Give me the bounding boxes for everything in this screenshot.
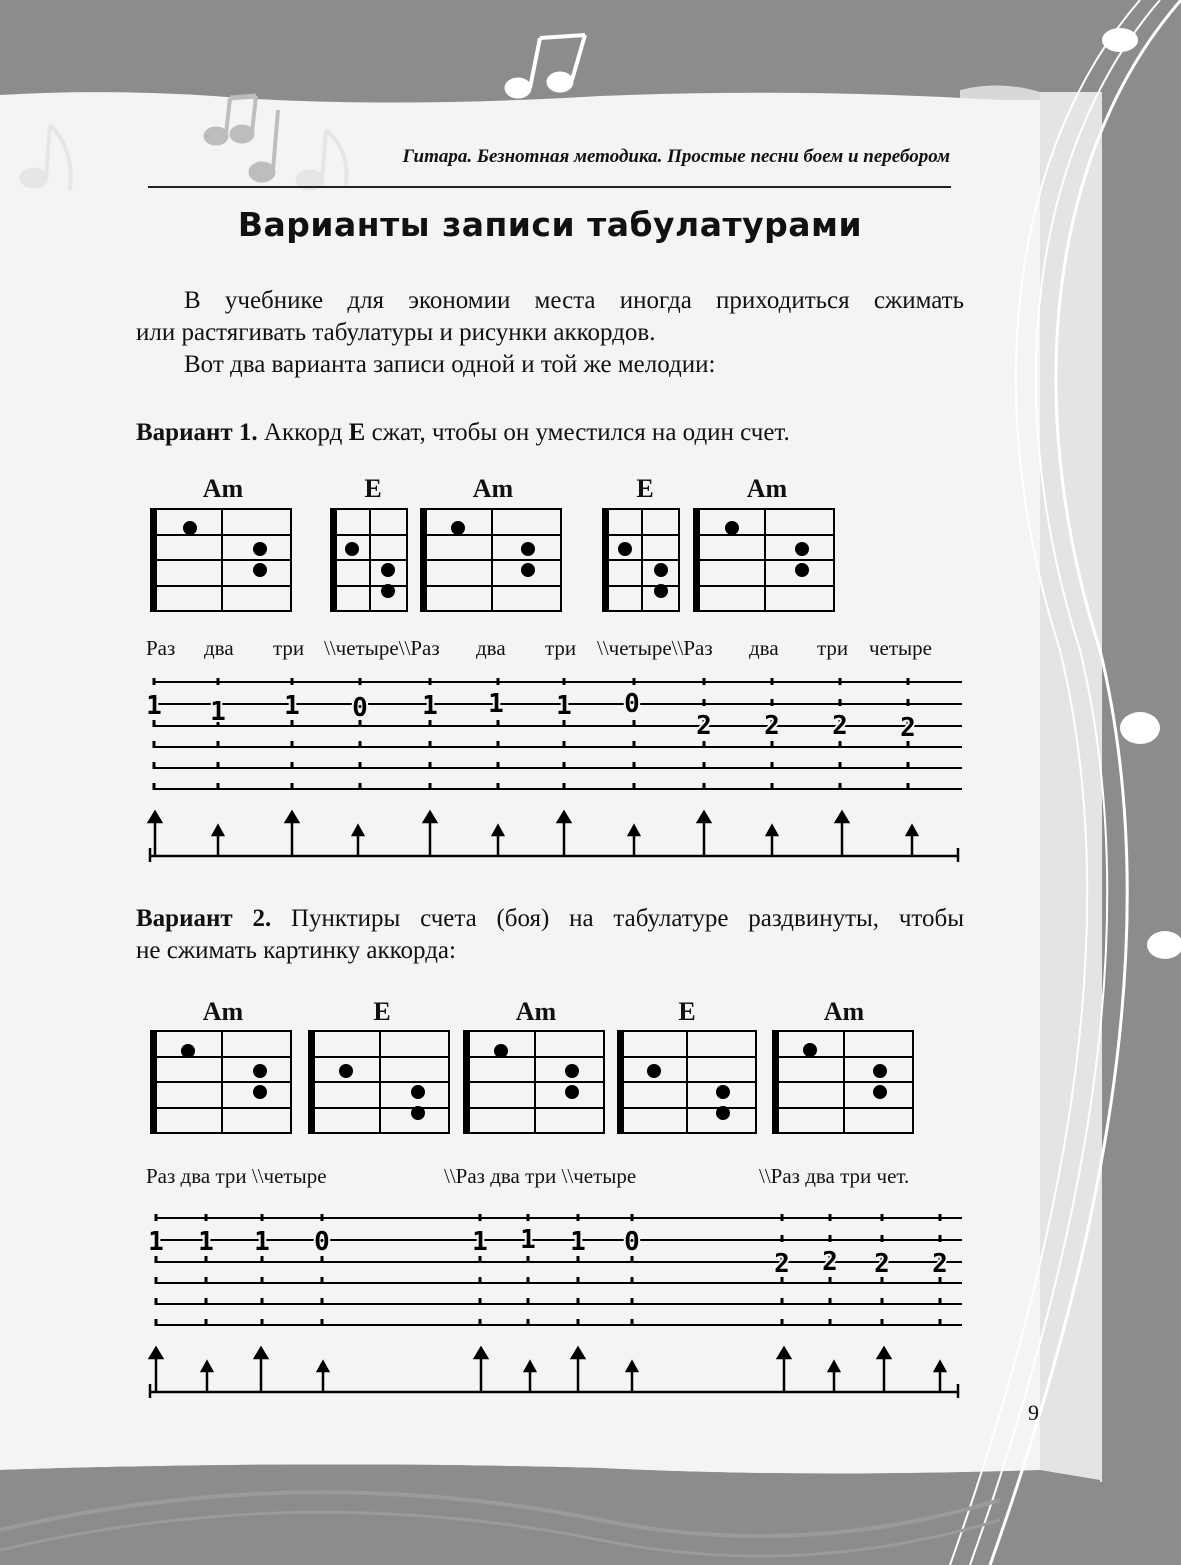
intro-line-2: или растягивать табулатуры и рисунки аккордов.: [136, 319, 656, 346]
tab-number: 1: [488, 689, 504, 719]
variant1-caption: [136, 417, 790, 449]
v2-count: \\Раз два три чет.: [759, 1164, 910, 1188]
tab-number: 0: [314, 1227, 330, 1257]
header-title: Гитара. Безнотная методика. Простые песни боем и перебором: [402, 146, 950, 167]
v2-count: Раз два три \\четыре: [146, 1164, 327, 1188]
tab-number: 1: [520, 1225, 536, 1255]
tab-number: 2: [874, 1249, 890, 1279]
variant2-caption-line1: [136, 903, 964, 935]
variant1-text-a: Аккорд: [257, 419, 349, 446]
v1-count: \\четыре\\Раз: [324, 636, 440, 660]
v1-count: три: [273, 636, 305, 660]
v1-chord-name: E: [364, 474, 382, 503]
variant1-chord-bold: E: [348, 419, 366, 446]
v1-count: два: [476, 636, 506, 660]
chord-diagram-e: [602, 508, 680, 612]
v2-chord-name: E: [678, 997, 696, 1026]
v1-count: три: [545, 636, 577, 660]
tab-number: 2: [900, 713, 916, 743]
v1-count: два: [204, 636, 234, 660]
chord-diagram-am: [150, 1030, 292, 1134]
variant2-caption-line2: не сжимать картинку аккорда:: [136, 937, 456, 964]
intro-line-1: В учебнике для экономии места иногда приходиться сжимать: [184, 287, 964, 314]
header-divider: [148, 186, 951, 188]
chord-diagram-e: [617, 1030, 757, 1134]
tab-number: 2: [764, 711, 780, 741]
page-number: 9: [1028, 1400, 1039, 1425]
v1-chord-name: E: [636, 474, 654, 503]
chord-diagram-am: [772, 1030, 914, 1134]
variant1-text-b: сжат, чтобы он уместился на один счет.: [365, 419, 790, 446]
chord-diagram-am: [150, 508, 292, 612]
variant2-label: Вариант 2.: [136, 905, 272, 932]
v1-count: \\четыре\\Раз: [597, 636, 713, 660]
v2-chord-name: Am: [515, 997, 557, 1026]
chord-diagram-am: [693, 508, 835, 612]
variant2-chord-diagrams: [140, 1022, 930, 1142]
v1-chord-name: Am: [202, 474, 244, 503]
intro-line-3: Вот два варианта записи одной и той же мелодии:: [184, 351, 716, 378]
v1-count: три: [817, 636, 849, 660]
tab-number: 1: [422, 691, 438, 721]
v1-chord-name: Am: [746, 474, 788, 503]
v1-count: два: [749, 636, 779, 660]
tab-number: 1: [570, 1227, 586, 1257]
tab-number: 2: [822, 1247, 838, 1277]
tab-number: 1: [254, 1227, 270, 1257]
tab-number: 0: [624, 1227, 640, 1257]
tab-number: 2: [932, 1249, 948, 1279]
chord-diagram-e: [308, 1030, 450, 1134]
v1-chord-name: Am: [472, 474, 514, 503]
tab-number: 1: [148, 1227, 164, 1257]
chord-diagram-e: [330, 508, 408, 612]
tab-number: 1: [556, 691, 572, 721]
tab-number: 1: [472, 1227, 488, 1257]
v2-chord-name: Am: [202, 997, 244, 1026]
v2-chord-name: Am: [823, 997, 865, 1026]
tab-number: 0: [624, 689, 640, 719]
variant2-text-line1: Пунктиры счета (боя) на табулатуре раздвинуты, чтобы: [271, 905, 964, 932]
tab-number: 2: [832, 711, 848, 741]
v2-count: \\Раз два три \\четыре: [444, 1164, 637, 1188]
variant1-chord-diagrams: [140, 500, 860, 620]
tab-number: 0: [352, 693, 368, 723]
v1-count: Раз: [146, 636, 176, 660]
v2-chord-name: E: [373, 997, 391, 1026]
chord-diagram-am: [463, 1030, 605, 1134]
variant2-tablature: [140, 1208, 970, 1408]
page-title: Варианты записи табулатурами: [237, 205, 863, 244]
variant1-tablature: [140, 672, 970, 872]
tab-number: 1: [284, 691, 300, 721]
chord-diagram-am: [420, 508, 562, 612]
variant1-label: Вариант 1.: [136, 419, 258, 446]
tab-number: 1: [198, 1227, 214, 1257]
tab-number: 1: [146, 691, 162, 721]
tab-number: 1: [210, 697, 226, 727]
tab-number: 2: [774, 1249, 790, 1279]
tab-number: 2: [696, 711, 712, 741]
v1-count: четыре: [869, 636, 932, 660]
